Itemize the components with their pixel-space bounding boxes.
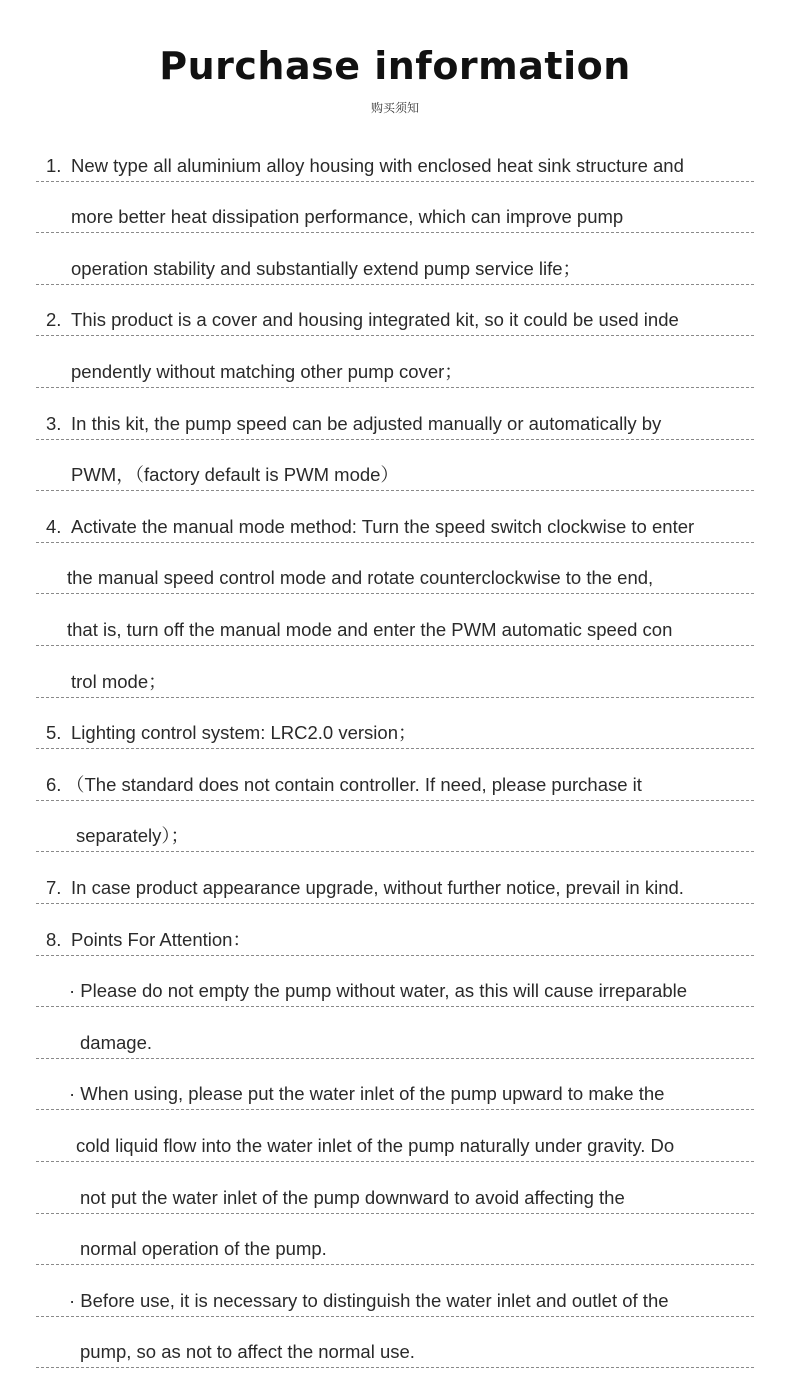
line-text: New type all aluminium alloy housing with enclosed heat sink structure and — [71, 155, 684, 176]
line-text: · Please do not empty the pump without water, as this will cause irreparable — [69, 980, 688, 1001]
line-text: that is, turn off the manual mode and enter the PWM automatic speed con — [67, 619, 673, 640]
line-text: This product is a cover and housing integrated kit, so it could be used inde — [71, 309, 679, 330]
item-number: 5. — [46, 722, 62, 743]
line-text: （The standard does not contain controller. If need, please purchase it — [66, 774, 642, 795]
list-line — [36, 492, 754, 543]
line-text: operation stability and substantially extend pump service life； — [71, 258, 582, 279]
item-number: 1. — [46, 155, 62, 176]
item-number: 3. — [46, 413, 62, 434]
line-text: · Before use, it is necessary to distinguish the water inlet and outlet of the — [69, 1290, 669, 1311]
item-number: 6. — [46, 774, 62, 795]
line-text: Lighting control system: LRC2.0 version； — [71, 722, 417, 743]
line-text: normal operation of the pump. — [80, 1238, 327, 1259]
list-line — [36, 440, 754, 491]
list-line — [36, 1317, 754, 1368]
item-number: 7. — [46, 877, 62, 898]
list-line — [36, 801, 754, 852]
list-line — [36, 1008, 754, 1059]
line-text: damage. — [80, 1032, 152, 1053]
list-line — [36, 750, 754, 801]
line-text: PWM，（factory default is PWM mode） — [71, 464, 399, 485]
list-line — [36, 853, 754, 904]
list-line — [36, 285, 754, 336]
item-number: 2. — [46, 309, 62, 330]
line-text: In this kit, the pump speed can be adjusted manually or automatically by — [71, 413, 662, 434]
list-line — [36, 337, 754, 388]
list-line — [36, 1266, 754, 1317]
list-line — [36, 182, 754, 233]
line-text: more better heat dissipation performance, which can improve pump — [71, 206, 624, 227]
list-line — [36, 647, 754, 698]
page-title: Purchase information — [159, 44, 631, 88]
line-text: Points For Attention： — [71, 929, 251, 950]
line-text: In case product appearance upgrade, without further notice, prevail in kind. — [71, 877, 684, 898]
list-line — [36, 389, 754, 440]
page-subtitle: 购买须知 — [370, 101, 419, 115]
list-line — [36, 1214, 754, 1265]
item-number: 8. — [46, 929, 62, 950]
list-line — [36, 595, 754, 646]
item-number: 4. — [46, 516, 62, 537]
list-line — [36, 1163, 754, 1214]
line-text: cold liquid flow into the water inlet of the pump naturally under gravity. Do — [76, 1135, 675, 1156]
list-line — [36, 543, 754, 594]
list-line — [36, 1059, 754, 1110]
line-text: separately）； — [76, 825, 190, 846]
list-line — [36, 131, 754, 182]
line-text: pendently without matching other pump cover； — [71, 361, 463, 382]
line-text: the manual speed control mode and rotate counterclockwise to the end, — [67, 567, 654, 588]
list-line — [36, 698, 754, 749]
list-line — [36, 234, 754, 285]
line-text: not put the water inlet of the pump downward to avoid affecting the — [80, 1187, 625, 1208]
line-text: trol mode； — [71, 671, 167, 692]
list-line — [36, 956, 754, 1007]
list-line — [36, 1111, 754, 1162]
list-line — [36, 905, 754, 956]
line-text: Activate the manual mode method: Turn the speed switch clockwise to enter — [71, 516, 695, 537]
line-text: · When using, please put the water inlet of the pump upward to make the — [69, 1083, 665, 1104]
line-text: pump, so as not to affect the normal use. — [80, 1341, 415, 1362]
